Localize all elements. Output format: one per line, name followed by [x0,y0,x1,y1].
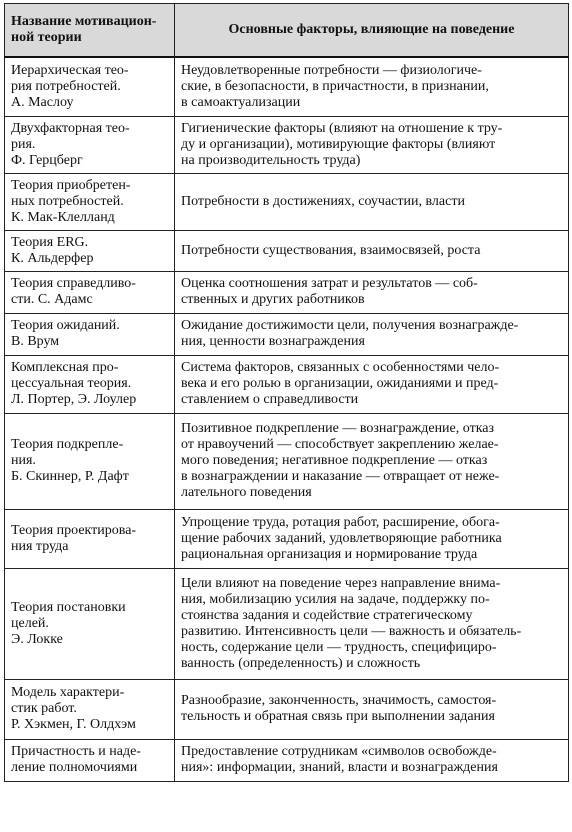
table-body [5,57,569,781]
theory-cell: Теория постановки целей. Э. Локке [5,568,175,679]
table-row [5,116,569,173]
theory-cell: Теория ожиданий. В. Врум [5,313,175,355]
factors-cell: Цели влияют на поведение через направление внима- ния, мобилизацию усилия на задаче, поддержку по- стоянства задания и содействие стратегическому развитию. Интенсивность цели — важность и обязатель- ность, содержание цели — трудность, специфициро- ванность (определенность) и сложность [175,568,569,679]
theory-cell: Причастность и наде- ление полномочиями [5,739,175,781]
factors-cell: Позитивное подкрепление — вознаграждение, отказ от нравоучений — способствует закреплению желае- мого поведения; негативное подкрепление — отказ в вознаграждении и наказание — отвращает от неже- лательного поведения [175,413,569,509]
table-row [5,679,569,739]
theory-cell: Теория приобретен- ных потребностей. К. Мак-Клелланд [5,173,175,230]
header-main-factors: Основные факторы, влияющие на поведение [175,4,569,58]
factors-cell: Потребности существования, взаимосвязей, роста [175,230,569,271]
theory-cell: Модель характери- стик работ. Р. Хэкмен, Г. Олдхэм [5,679,175,739]
header-theory-name: Название мотивацион- ной теории [5,4,175,58]
header-row [5,4,569,58]
factors-cell: Разнообразие, законченность, значимость, самостоя- тельность и обратная связь при выполнении задания [175,679,569,739]
table-row [5,739,569,781]
theory-cell: Теория подкрепле- ния. Б. Скиннер, Р. Дафт [5,413,175,509]
theory-cell: Теория ERG. К. Альдерфер [5,230,175,271]
motivation-theories-table [4,3,569,782]
theory-cell: Комплексная про- цессуальная теория. Л. Портер, Э. Лоулер [5,355,175,413]
factors-cell: Система факторов, связанных с особенностями чело- века и его ролью в организации, ожиданиями и пред- ставлением о справедливости [175,355,569,413]
table-row [5,173,569,230]
factors-cell: Предоставление сотрудникам «символов освобожде- ния»: информации, знаний, власти и вознаграждения [175,739,569,781]
factors-cell: Ожидание достижимости цели, получения вознагражде- ния, ценности вознаграждения [175,313,569,355]
factors-cell: Потребности в достижениях, соучастии, власти [175,173,569,230]
table-row [5,271,569,313]
factors-cell: Гигиенические факторы (влияют на отношение к тру- ду и организации), мотивирующие факторы (влияют на производительность труда) [175,116,569,173]
table-row [5,57,569,116]
factors-cell: Оценка соотношения затрат и результатов — соб- ственных и других работников [175,271,569,313]
theory-cell: Теория справедливо- сти. С. Адамс [5,271,175,313]
table-row [5,413,569,509]
theory-cell: Теория проектирова- ния труда [5,509,175,568]
table-row [5,355,569,413]
factors-cell: Неудовлетворенные потребности — физиологиче- ские, в безопасности, в причастности, в признании, в самоактуализации [175,57,569,116]
table-row [5,568,569,679]
theory-cell: Иерархическая тео- рия потребностей. А. Маслоу [5,57,175,116]
table-row [5,509,569,568]
factors-cell: Упрощение труда, ротация работ, расширение, обога- щение рабочих заданий, удовлетворяющие работника рациональная организация и нормирование труда [175,509,569,568]
theory-cell: Двухфакторная тео- рия. Ф. Герцберг [5,116,175,173]
table-row [5,230,569,271]
table-row [5,313,569,355]
table-header [5,4,569,58]
